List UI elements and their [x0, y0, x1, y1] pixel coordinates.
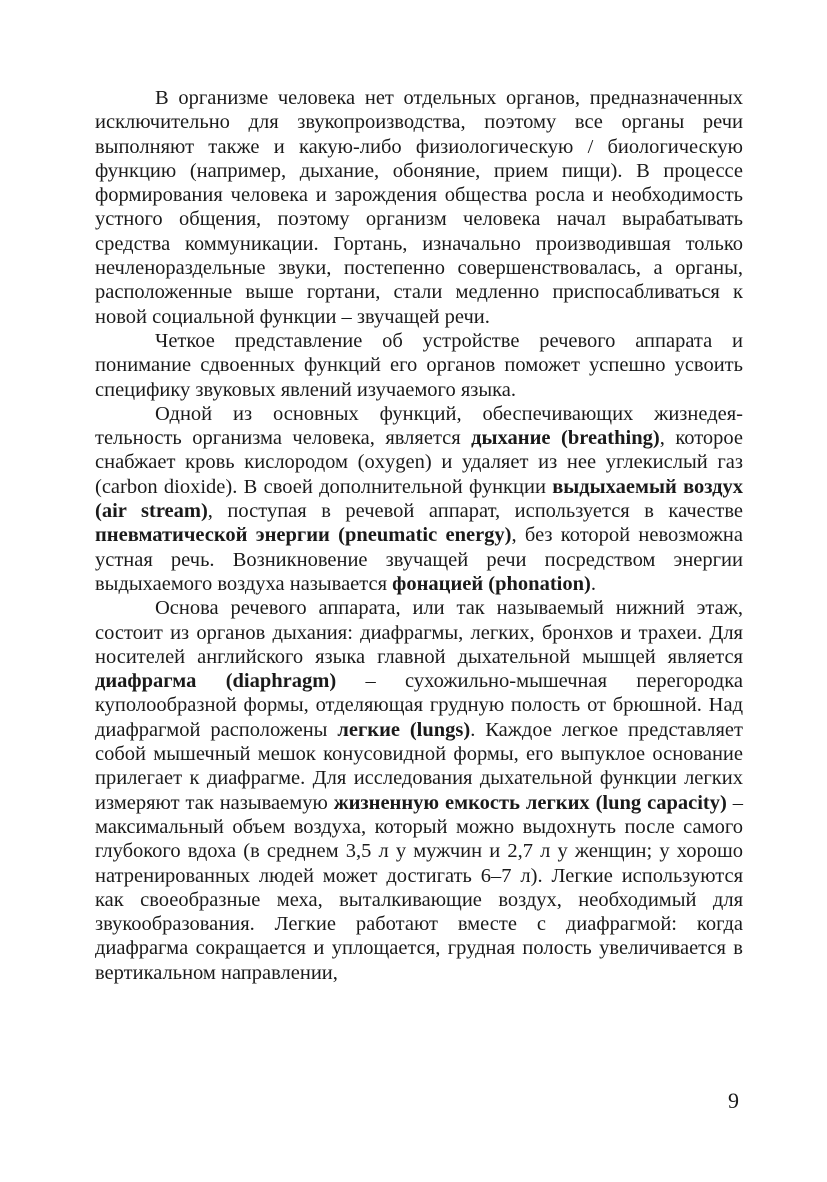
text-segment: .	[590, 572, 596, 595]
text-segment: , без которой невозможна устная речь. Возникновение звучащей речи посредством энергии выдыхаемого воздуха называется	[95, 524, 743, 595]
bold-term: легкие (lungs)	[337, 718, 471, 741]
text-segment: – максимальный объем воздуха, который можно выдохнуть после самого глубокого вдоха (в среднем 3,5 л у мужчин и 2,7 л у женщин; у хорошо натренированных людей может достигать 6–7 л). Легкие используются как своеобразные меха, выталкивающие воздух, необходимый для звукообразования. Легкие работают вместе с диафрагмой: когда диафрагма сокращается и уплощается, грудная полость увеличивается в вертикальном направлении,	[95, 791, 744, 984]
paragraph-1	[95, 86, 743, 329]
paragraph-2	[95, 329, 743, 402]
text-segment: . Каждое легкое представляет собой мышечный мешок конусовидной формы, его выпуклое основание прилегает к диафрагме. Для исследования дыхательной функции легких измеряют так называемую	[95, 718, 743, 814]
text-segment: – сухожильно-мышечная перегородка куполообразной формы, отделяющая грудную полость от брюшной. Над диафрагмой расположены	[95, 670, 743, 741]
text-segment: Четкое представление об устройстве речевого аппарата и понимание сдвоенных функций его органов поможет успешно усвоить специфику звуковых явлений изучаемого языка.	[95, 329, 743, 401]
text-segment: В организме человека нет отдельных органов, предназначенных исключительно для звукопроизводства, поэтому все органы речи выполняют также и какую-либо физиологическую / биологическую функцию (например, дыхание, обоняние, прием пищи). В процессе формирования человека и зарождения общества росла и необходимость устного общения, поэтому организм человека начал вырабатывать средства коммуникации. Гортань, изначально производившая только нечленораздельные звуки, постепенно совершенствовалась, а органы, расположенные выше гортани, стали медленно приспосабливаться к новой социальной функции – звучащей речи.	[95, 87, 743, 328]
text-segment: , которое снабжает кровь кислородом (oxygen) и удаляет из нее углекислый газ (carbon dioxide). В своей дополнительной функции	[95, 427, 744, 498]
paragraph-3	[95, 402, 743, 596]
bold-term: выдыхаемый воздух (air stream)	[95, 475, 743, 523]
text-segment: Одной из основных функций, обеспечивающих жизнедеятельность организма человека, является	[95, 402, 743, 450]
bold-term: диафрагма (diaphragm)	[95, 670, 337, 693]
text-segment: Основа речевого аппарата, или так называемый нижний этаж, состоит из органов дыхания: диафрагмы, легких, бронхов и трахеи. Для носителей английского языка главной дыхательной мышцей является	[95, 597, 743, 668]
paragraph-4	[95, 596, 743, 985]
bold-term: пневматической энергии (pneumatic energy)	[95, 524, 512, 547]
bold-term: жизненную емкость легких (lung capacity)	[333, 791, 727, 814]
text-segment: , поступая в речевой аппарат, используется в качестве	[207, 500, 743, 523]
bold-term: фонацией (phonation)	[392, 572, 591, 595]
bold-term: дыхание (breathing)	[471, 427, 660, 450]
page-number: 9	[728, 1088, 739, 1113]
page-body	[95, 86, 743, 985]
